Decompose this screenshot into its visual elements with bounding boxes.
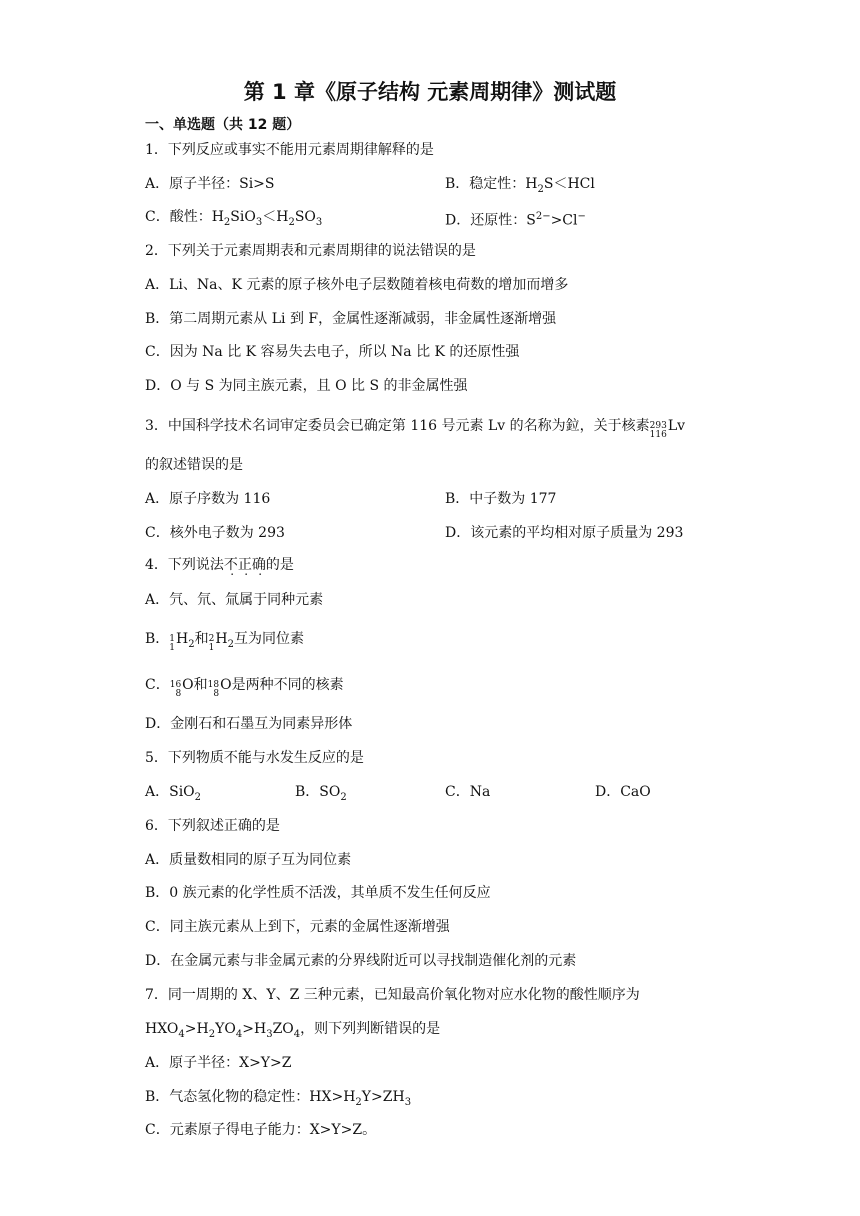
q2-option-b[interactable]: B．第二周期元素从 Li 到 F，金属性逐渐减弱，非金属性逐渐增强	[145, 311, 557, 327]
q7-option-b[interactable]: B．气态氢化物的稳定性：$HX>H_2Y>ZH_3$	[145, 1089, 412, 1108]
q2-option-a[interactable]: A．Li、Na、K 元素的原子核外电子层数随着核电荷数的增加而增多	[145, 277, 569, 293]
q6-option-c[interactable]: C．同主族元素从上到下，元素的金属性逐渐增强	[145, 919, 450, 935]
q4-option-d[interactable]: D．金刚石和石墨互为同素异形体	[145, 716, 353, 732]
q1-option-b[interactable]: B．稳定性：$H_2S<HCl$	[445, 176, 595, 195]
emphasis-dot: 正	[237, 557, 252, 573]
emphasis-dot: 确	[251, 557, 266, 573]
question-7-stem-continued: $HXO_4>H_2YO_4>H_3ZO_4$，则下列判断错误的是	[145, 1021, 441, 1040]
question-3-stem: 3．中国科学技术名词审定委员会已确定第 116 号元素 Lv 的名称为鉝，关于核素 293 116 Lv	[145, 418, 686, 440]
q5-option-b[interactable]: B．$SO_2$	[295, 784, 347, 803]
q2-option-c[interactable]: C．因为 Na 比 K 容易失去电子，所以 Na 比 K 的还原性强	[145, 344, 520, 360]
emphasis-dot: 不	[223, 557, 238, 573]
q3-option-d[interactable]: D．该元素的平均相对原子质量为 293	[445, 525, 684, 541]
q3-option-b[interactable]: B．中子数为 177	[445, 491, 557, 507]
q2-option-d[interactable]: D．O 与 S 为同主族元素，且 O 比 S 的非金属性强	[145, 378, 468, 394]
question-7-stem: 7．同一周期的 X、Y、Z 三种元素，已知最高价氧化物对应水化物的酸性顺序为	[145, 987, 640, 1003]
q6-option-d[interactable]: D．在金属元素与非金属元素的分界线附近可以寻找制造催化剂的元素	[145, 953, 577, 969]
q6-option-a[interactable]: A．质量数相同的原子互为同位素	[145, 852, 352, 868]
question-1-stem: 1．下列反应或事实不能用元素周期律解释的是	[145, 142, 434, 158]
q3-option-a[interactable]: A．原子序数为 116	[145, 491, 271, 507]
question-6-stem: 6．下列叙述正确的是	[145, 818, 280, 834]
q6-option-b[interactable]: B．0 族元素的化学性质不活泼，其单质不发生任何反应	[145, 885, 491, 901]
q1-option-c[interactable]: C．酸性：$H_2SiO_3<H_2SO_3$	[145, 209, 323, 228]
q5-option-d[interactable]: D．CaO	[595, 784, 651, 800]
q5-option-a[interactable]: A．SiO$_2$	[145, 784, 202, 803]
q4-option-b[interactable]: B． 1 1 $H_2$和 2 1 $H_2$互为同位素	[145, 631, 304, 653]
q5-option-c[interactable]: C．Na	[445, 784, 491, 800]
question-4-stem: 4．下列说法不正确的是	[145, 557, 294, 573]
q7-option-c[interactable]: C．元素原子得电子能力：X>Y>Z。	[145, 1122, 377, 1138]
q1-option-a[interactable]: A．原子半径：Si>S	[145, 176, 275, 192]
question-3-stem-continued: 的叙述错误的是	[145, 457, 243, 473]
section-heading: 一、单选题（共 12 题）	[145, 117, 301, 133]
q1-option-d[interactable]: D．还原性：$S^{2-}>Cl^-$	[445, 211, 586, 229]
q4-option-a[interactable]: A．氕、氘、氚属于同种元素	[145, 592, 324, 608]
q4-option-c[interactable]: C． 16 8 O和 18 8 O是两种不同的核素	[145, 677, 344, 699]
nuclide-lv: 293 116 Lv	[649, 418, 686, 440]
q7-option-a[interactable]: A．原子半径：X>Y>Z	[145, 1055, 292, 1071]
question-2-stem: 2．下列关于元素周期表和元素周期律的说法错误的是	[145, 243, 476, 259]
page-title: 第 1 章《原子结构 元素周期律》测试题	[243, 80, 617, 104]
question-5-stem: 5．下列物质不能与水发生反应的是	[145, 750, 364, 766]
q3-option-c[interactable]: C．核外电子数为 293	[145, 525, 285, 541]
